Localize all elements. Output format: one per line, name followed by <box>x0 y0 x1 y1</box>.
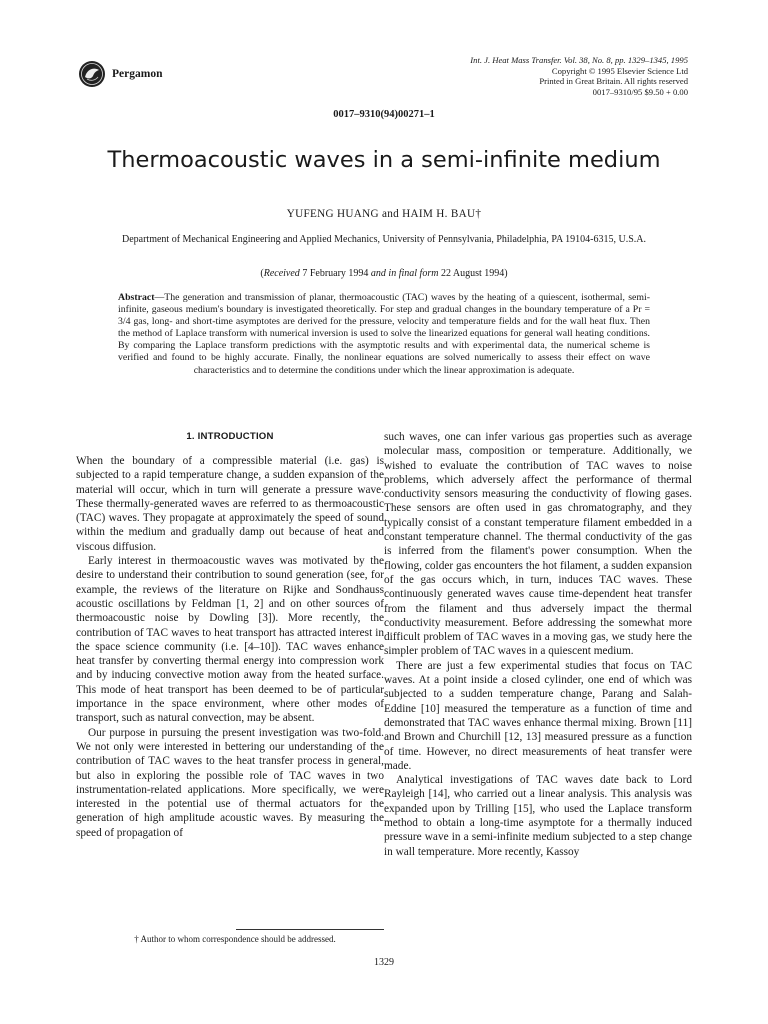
abstract-text: —The generation and transmission of planar, thermoacoustic (TAC) waves by the heating of a quiescent, isothermal, semi-infinite, gaseous medium's boundary is investigated theoretically. For step and gradual changes in the boundary temperature of a Pr = 3/4 gas, long- and short-time asymptotes are derived for the pressure, velocity and temperature fields and for the wall heat flux. Then the method of Laplace transform with numerical inversion is used to solve the linearized equations for general wall heating conditions. By comparing the Laplace transform predictions with the asymptotic results and with experimental data, the numerical scheme is verified and found to be highly accurate. Finally, the nonlinear equations are solved numerically to assess their effect on wave characteristics and to determine the conditions under which the linear approximation is adequate. <box>118 292 650 376</box>
footnote: † Author to whom correspondence should be addressed. <box>134 934 336 944</box>
journal-citation <box>408 55 688 97</box>
affiliation: Department of Mechanical Engineering and Applied Mechanics, University of Pennsylvania, Philadelphia, PA 19104-6315, U.S.A. <box>122 234 646 245</box>
final-form-label: and in final form <box>368 268 441 279</box>
authors: YUFENG HUANG and HAIM H. BAU† <box>286 208 482 220</box>
journal-line: Printed in Great Britain. All rights reserved <box>539 76 688 87</box>
received-dates <box>0 268 768 279</box>
publisher-name: Pergamon <box>112 68 163 80</box>
right-column <box>384 430 692 859</box>
article-doi: 0017–9310(94)00271–1 <box>333 109 435 120</box>
received-date: 7 February <box>299 268 349 279</box>
paragraph: Early interest in thermoacoustic waves was motivated by the desire to understand their contribution to sound generation (see, for example, the reviews of the literature on Rijke and Sondhauss acoustic oscillations by Feldman [1, 2] and on other sources of thermoacoustic noise by Dowling [3]). More recently, the contribution of TAC waves to heat transport has attracted interest in the space science community (i.e. [4–10]). TAC waves enhance heat transfer by converting thermal energy into compression work and by inducing convective motion away from the heated surface. This mode of heat transport has been deemed to be of particular importance in the space environment, where other modes of transport, such as natural convection, may be absent. <box>76 555 384 725</box>
paragraph: There are just a few experimental studies that focus on TAC waves. At a point inside a closed cylinder, one end of which was subjected to a sudden temperature change, Parang and Salah-Eddine [10] measured the temperature as a function of time and demonstrated that TAC waves enhance thermal mixing. Brown [11] and Brown and Churchill [12, 13] measured pressure as a function of time. However, no direct measurements of heat transfer were made. <box>384 659 692 772</box>
journal-line: Int. J. Heat Mass Transfer. Vol. 38, No. 8, pp. 1329–1345, 1995 <box>470 55 688 65</box>
journal-line: 0017–9310/95 $9.50 + 0.00 <box>592 86 688 97</box>
final-date: 22 August <box>440 268 482 279</box>
left-column <box>76 430 384 840</box>
received-label: Received <box>263 268 300 279</box>
journal-line: Copyright © 1995 Elsevier Science Ltd <box>551 65 688 76</box>
paragraph: Our purpose in pursuing the present investigation was two-fold. We not only were interested in bettering our understanding of the contribution of TAC waves to the heat transfer process in general, but also in exploring the possible role of TAC waves in two instrumentation-related applications. More specifically, we were interested in the potential use of thermal actuators for the generation of high amplitude acoustic waves. By measuring the speed of propagation of <box>76 726 384 839</box>
footnote-divider <box>236 929 384 930</box>
received-prefix: ( <box>260 268 264 279</box>
paragraph: Analytical investigations of TAC waves date back to Lord Rayleigh [14], who carried out a linear analysis. This analysis was expanded upon by Trilling [15], who used the Laplace transform method to obtain a long-time asymptote for a thermally induced pressure wave in a semi-infinite medium subjected to a step change in wall temperature. More recently, Kassoy <box>384 774 692 858</box>
publisher-logo <box>78 60 106 88</box>
abstract <box>118 292 650 377</box>
paragraph: When the boundary of a compressible material (i.e. gas) is subjected to a rapid temperature change, a sudden expansion of the material will occur, which in turn will generate a pressure wave. These thermally-generated waves are referred to as thermoacoustic (TAC) waves. They propagate at approximately the speed of sound within the medium and gradually damp out because of heat and viscous diffusion. <box>76 455 384 553</box>
received-suffix: 1994) <box>481 268 508 279</box>
paper-title: Thermoacoustic waves in a semi-infinite medium <box>107 147 661 173</box>
abstract-label: Abstract <box>118 292 155 303</box>
section-heading: 1. INTRODUCTION <box>186 431 274 442</box>
paragraph: such waves, one can infer various gas properties such as average molecular mass, composition or temperature. Additionally, we wished to evaluate the contribution of TAC waves to noise problems, which adversely affect the performance of thermal conductivity sensors measuring the conductivity of flowing gases. These sensors are often used in gas chromatography, and they typically consist of a constant temperature filament embedded in a constant temperature channel. The thermal conductivity of the gas is inferred from the filament's power consumption. When the flowing, colder gas encounters the hot filament, a sudden expansion of the gas occurs which, in turn, induces TAC waves. These continuously generated waves cause time-dependent heat transfer from the filament and thus adversely impact the thermal conductivity measurement. Before addressing the somewhat more difficult problem of TAC waves in a moving gas, we study here the simpler problem of TAC waves in a quiescent medium. <box>384 431 692 658</box>
received-year: 1994 <box>348 268 369 279</box>
page-number: 1329 <box>374 957 394 968</box>
